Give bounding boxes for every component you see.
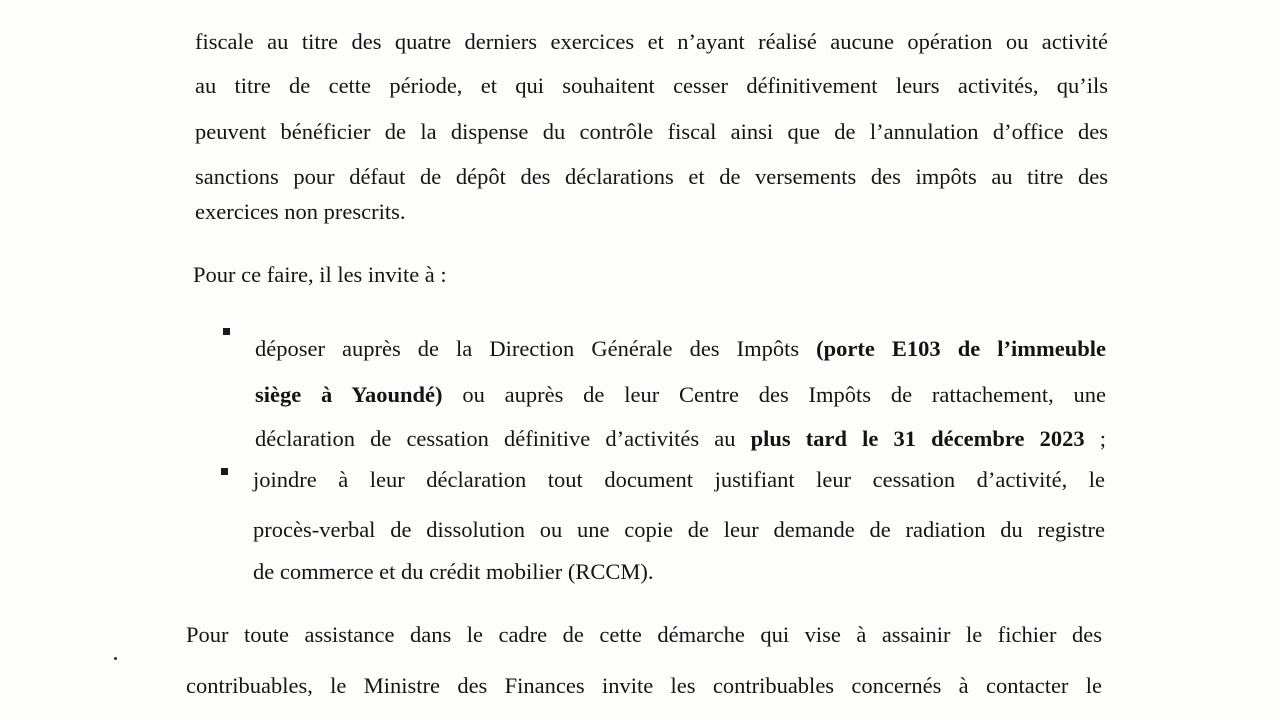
text-line: joindre à leur déclaration tout document justifiant leur cessation d’activité, le (253, 467, 1105, 492)
bullet-text: ou auprès de leur Centre des Impôts de rattachement, une (442, 382, 1107, 407)
bullet-marker (223, 328, 230, 335)
bullet-bold-text: plus tard le 31 décembre 2023 (750, 426, 1085, 451)
text-line (255, 334, 1106, 364)
bullet-bold-text: (porte E103 de l’immeuble (816, 336, 1106, 361)
text-line: au titre de cette période, et qui souhaitent cesser définitivement leurs activités, qu’ils (195, 73, 1108, 98)
text-line: exercices non prescrits. (195, 199, 406, 224)
paragraph-invite: Pour ce faire, il les invite à : (193, 262, 447, 287)
text-line: de commerce et du crédit mobilier (RCCM). (253, 559, 654, 584)
text-line: fiscale au titre des quatre derniers exercices et n’ayant réalisé aucune opération ou activité (195, 29, 1108, 54)
text-line (255, 424, 1106, 454)
text-line: sanctions pour défaut de dépôt des déclarations et de versements des impôts au titre des (195, 164, 1108, 189)
text-line: peuvent bénéficier de la dispense du contrôle fiscal ainsi que de l’annulation d’office des (195, 119, 1108, 144)
bullet-bold-text: siège à Yaoundé) (255, 382, 443, 407)
text-line: Pour toute assistance dans le cadre de cette démarche qui vise à assainir le fichier des (186, 622, 1102, 647)
bullet-text: déposer auprès de la Direction Générale des Impôts (255, 336, 817, 361)
bullet-marker (221, 468, 228, 475)
text-line: procès-verbal de dissolution ou une copie de leur demande de radiation du registre (253, 517, 1105, 542)
text-line (255, 380, 1106, 410)
bullet-text: ; (1084, 426, 1106, 451)
text-line: contribuables, le Ministre des Finances invite les contribuables concernés à contacter le (186, 673, 1102, 698)
scan-speck (114, 657, 117, 660)
bullet-text: déclaration de cessation définitive d’activités au (255, 426, 751, 451)
